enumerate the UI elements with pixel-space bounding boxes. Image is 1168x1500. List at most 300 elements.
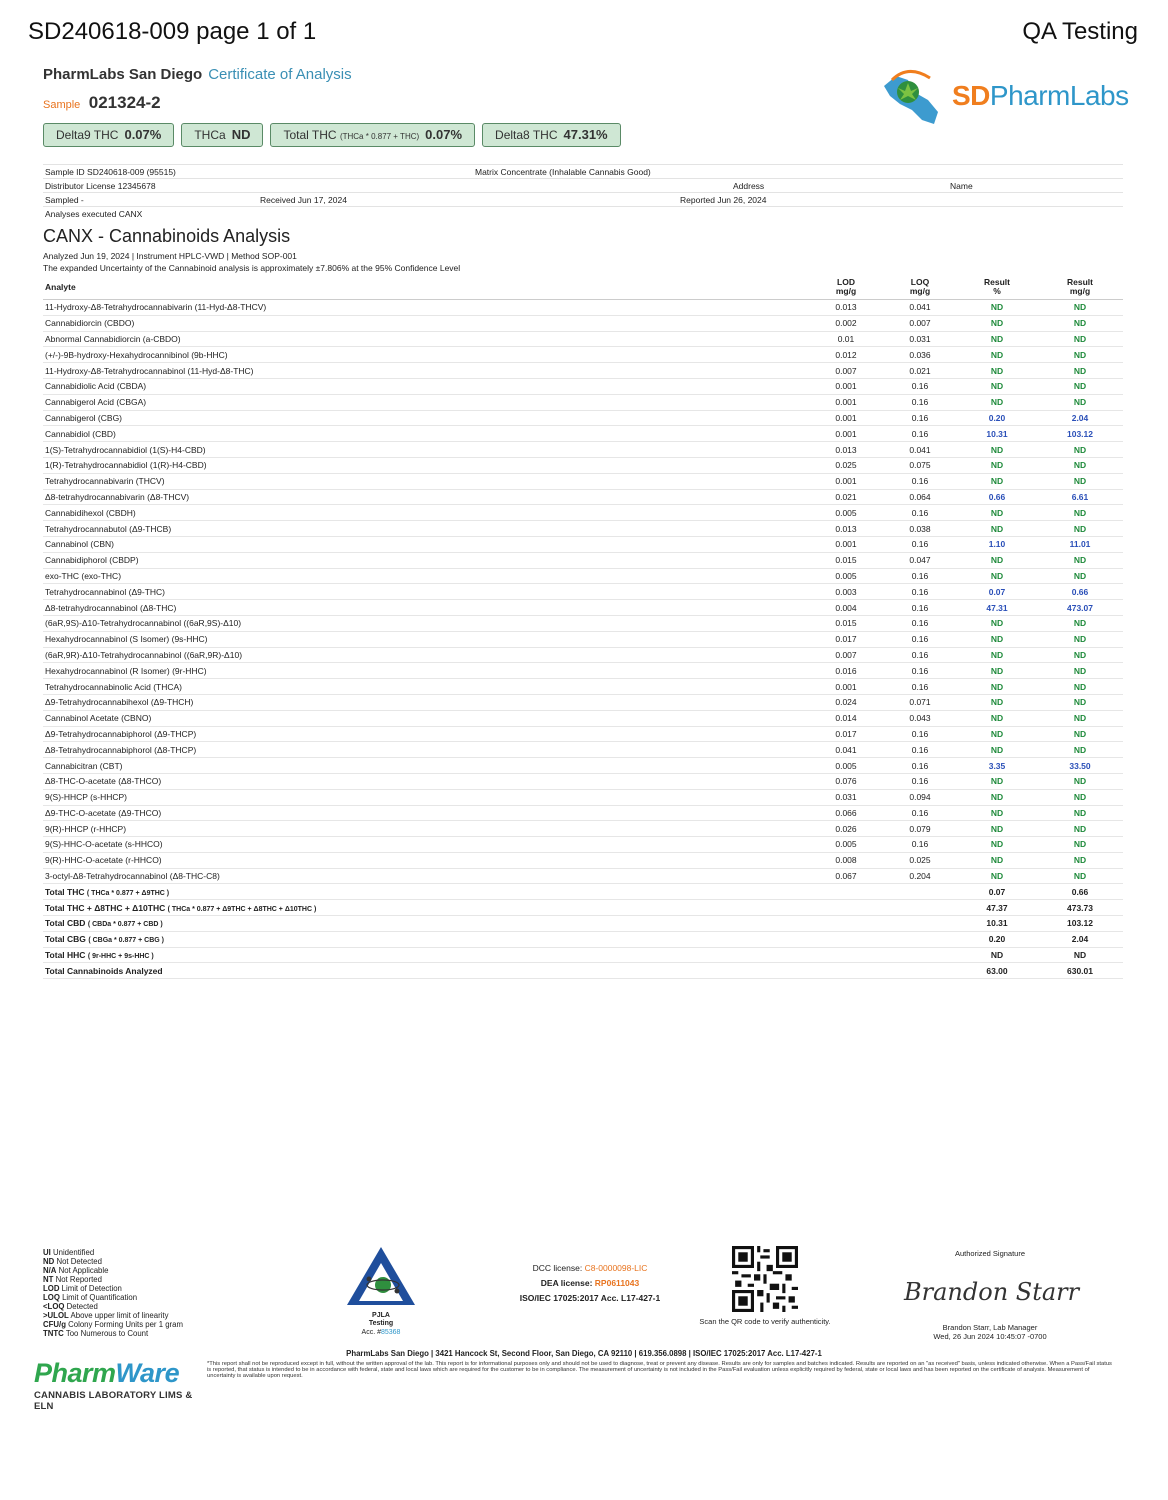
result-mg-cell: ND: [1037, 773, 1123, 789]
loq-cell: 0.16: [883, 758, 957, 774]
loq-cell: 0.079: [883, 821, 957, 837]
result-pct-cell: ND: [957, 663, 1037, 679]
abbreviation-legend: [43, 1248, 183, 1338]
analyte-cell: Cannabidiorcin (CBDO): [43, 315, 809, 331]
analyzed-info: Analyzed Jun 19, 2024 | Instrument HPLC-VWD | Method SOP-001: [43, 251, 297, 261]
lod-cell: 0.008: [809, 852, 883, 868]
result-pct-cell: ND: [957, 789, 1037, 805]
result-pct-cell: ND: [957, 568, 1037, 584]
sample-value: 021324-2: [88, 93, 161, 112]
table-row: [43, 663, 1123, 679]
loq-cell: 0.047: [883, 552, 957, 568]
loq-cell: [883, 900, 957, 916]
result-mg-cell: ND: [1037, 694, 1123, 710]
result-mg-cell: ND: [1037, 615, 1123, 631]
loq-cell: [883, 947, 957, 963]
total-label-cell: Total Cannabinoids Analyzed: [43, 963, 809, 979]
result-pct-cell: ND: [957, 552, 1037, 568]
result-mg-cell: ND: [1037, 821, 1123, 837]
result-pct-cell: ND: [957, 821, 1037, 837]
legend-item: >ULOL Above upper limit of linearity: [43, 1311, 169, 1320]
loq-cell: 0.16: [883, 568, 957, 584]
table-row: [43, 868, 1123, 884]
analyte-cell: Cannabidiolic Acid (CBDA): [43, 378, 809, 394]
loq-cell: 0.16: [883, 615, 957, 631]
analyte-cell: 9(R)-HHCP (r-HHCP): [43, 821, 809, 837]
legend-item: LOQ Limit of Quantification: [43, 1293, 138, 1302]
loq-cell: 0.064: [883, 489, 957, 505]
analyte-cell: Δ9-THC-O-acetate (Δ9-THCO): [43, 805, 809, 821]
legend-item: CFU/g Colony Forming Units per 1 gram: [43, 1320, 183, 1329]
analyses-executed: Analyses executed CANX: [45, 209, 143, 219]
lod-cell: 0.031: [809, 789, 883, 805]
dea-license: DEA license: RP0611043: [540, 1278, 640, 1288]
result-mg-cell: 0.66: [1037, 584, 1123, 600]
table-row: [43, 473, 1123, 489]
table-row: [43, 347, 1123, 363]
reported-date: Reported Jun 26, 2024: [680, 195, 767, 205]
loq-cell: 0.16: [883, 410, 957, 426]
analyte-cell: Tetrahydrocannabutol (Δ9-THCB): [43, 521, 809, 537]
table-row: [43, 552, 1123, 568]
result-pct-cell: ND: [957, 631, 1037, 647]
table-row: [43, 536, 1123, 552]
svg-text:Brandon Starr: Brandon Starr: [904, 1278, 1080, 1306]
qa-testing-label: QA Testing: [1022, 18, 1138, 45]
analyte-cell: Cannabinol Acetate (CBNO): [43, 710, 809, 726]
result-pct-cell: 0.20: [957, 410, 1037, 426]
lod-cell: 0.013: [809, 442, 883, 458]
result-pct-cell: 3.35: [957, 758, 1037, 774]
lod-cell: 0.005: [809, 837, 883, 853]
total-label-cell: Total THC ( THCa * 0.877 + Δ9THC ): [43, 884, 809, 900]
lod-cell: 0.005: [809, 505, 883, 521]
analyte-cell: (6aR,9S)-Δ10-Tetrahydrocannabinol ((6aR,9S)-Δ10): [43, 615, 809, 631]
lod-cell: 0.017: [809, 726, 883, 742]
lod-cell: 0.007: [809, 647, 883, 663]
loq-cell: 0.16: [883, 600, 957, 616]
result-mg-cell: ND: [1037, 742, 1123, 758]
total-row: [43, 900, 1123, 916]
footer-address: PharmLabs San Diego | 3421 Hancock St, Second Floor, San Diego, CA 92110 | 619.356.0898 | ISO/IEC 17025:2017 Acc. L17-427-1: [346, 1349, 822, 1358]
result-pct-cell: 10.31: [957, 426, 1037, 442]
table-row: [43, 410, 1123, 426]
table-row: [43, 300, 1123, 316]
lod-cell: 0.017: [809, 631, 883, 647]
result-mg-cell: ND: [1037, 394, 1123, 410]
page-id: SD240618-009 page 1 of 1: [28, 18, 317, 45]
lod-cell: 0.067: [809, 868, 883, 884]
lod-cell: [809, 931, 883, 947]
lod-cell: [809, 963, 883, 979]
table-row: [43, 331, 1123, 347]
result-pct-cell: ND: [957, 742, 1037, 758]
table-row: [43, 758, 1123, 774]
license-block: [490, 1261, 690, 1306]
badge-thca: THCa ND: [181, 123, 263, 147]
summary-badges: [43, 123, 621, 147]
analyte-cell: (+/-)-9B-hydroxy-Hexahydrocannibinol (9b-HHC): [43, 347, 809, 363]
total-mg-cell: 473.73: [1037, 900, 1123, 916]
loq-cell: 0.041: [883, 300, 957, 316]
loq-cell: 0.16: [883, 631, 957, 647]
table-header-row: [43, 275, 1123, 300]
result-mg-header: Result mg/g: [1037, 275, 1123, 300]
result-mg-cell: 473.07: [1037, 600, 1123, 616]
result-mg-cell: 6.61: [1037, 489, 1123, 505]
table-row: [43, 600, 1123, 616]
signature-header: Authorized Signature: [954, 1249, 1026, 1258]
result-mg-cell: ND: [1037, 363, 1123, 379]
legend-item: LOD Limit of Detection: [43, 1284, 122, 1293]
total-pct-cell: ND: [957, 947, 1037, 963]
result-mg-cell: ND: [1037, 631, 1123, 647]
result-mg-cell: ND: [1037, 315, 1123, 331]
lod-cell: 0.015: [809, 615, 883, 631]
loq-cell: 0.043: [883, 710, 957, 726]
lod-cell: 0.001: [809, 378, 883, 394]
loq-cell: 0.204: [883, 868, 957, 884]
analyte-cell: Tetrahydrocannabivarin (THCV): [43, 473, 809, 489]
loq-cell: [883, 931, 957, 947]
result-mg-cell: ND: [1037, 473, 1123, 489]
result-mg-cell: ND: [1037, 442, 1123, 458]
loq-cell: 0.16: [883, 726, 957, 742]
result-mg-cell: ND: [1037, 710, 1123, 726]
table-row: [43, 773, 1123, 789]
qr-caption: Scan the QR code to verify authenticity.: [699, 1317, 831, 1326]
table-row: [43, 584, 1123, 600]
analyte-cell: Cannabigerol Acid (CBGA): [43, 394, 809, 410]
lod-cell: 0.005: [809, 568, 883, 584]
result-pct-cell: ND: [957, 615, 1037, 631]
sample-line: [43, 93, 161, 113]
lod-cell: 0.013: [809, 300, 883, 316]
lod-cell: 0.003: [809, 584, 883, 600]
name-label: Name: [950, 181, 973, 191]
result-mg-cell: ND: [1037, 852, 1123, 868]
analyte-cell: Δ9-Tetrahydrocannabihexol (Δ9-THCH): [43, 694, 809, 710]
result-mg-cell: ND: [1037, 679, 1123, 695]
lod-cell: 0.076: [809, 773, 883, 789]
result-mg-cell: ND: [1037, 663, 1123, 679]
total-mg-cell: 0.66: [1037, 884, 1123, 900]
handwritten-signature: [900, 1272, 1100, 1312]
result-mg-cell: ND: [1037, 568, 1123, 584]
lod-cell: 0.001: [809, 426, 883, 442]
result-mg-cell: ND: [1037, 837, 1123, 853]
table-row: [43, 426, 1123, 442]
loq-cell: [883, 916, 957, 932]
lod-cell: [809, 916, 883, 932]
result-mg-cell: ND: [1037, 552, 1123, 568]
loq-cell: 0.16: [883, 742, 957, 758]
pharmware-logo: PharmWare CANNABIS LABORATORY LIMS & ELN: [34, 1358, 193, 1412]
result-mg-cell: 33.50: [1037, 758, 1123, 774]
table-row: [43, 805, 1123, 821]
lod-cell: [809, 947, 883, 963]
table-row: [43, 710, 1123, 726]
analyte-cell: Cannabidihexol (CBDH): [43, 505, 809, 521]
loq-cell: 0.036: [883, 347, 957, 363]
total-row: [43, 947, 1123, 963]
lod-cell: 0.001: [809, 410, 883, 426]
table-row: [43, 521, 1123, 537]
loq-cell: 0.16: [883, 505, 957, 521]
total-pct-cell: 63.00: [957, 963, 1037, 979]
analyte-cell: 11-Hydroxy-Δ8-Tetrahydrocannabivarin (11-Hyd-Δ8-THCV): [43, 300, 809, 316]
analyte-cell: 3-octyl-Δ8-Tetrahydrocannabinol (Δ8-THC-C8): [43, 868, 809, 884]
distributor-license: Distributor License 12345678: [45, 181, 156, 191]
result-mg-cell: ND: [1037, 347, 1123, 363]
loq-cell: 0.16: [883, 647, 957, 663]
total-pct-cell: 0.20: [957, 931, 1037, 947]
lod-cell: 0.021: [809, 489, 883, 505]
result-pct-cell: 0.07: [957, 584, 1037, 600]
lod-cell: 0.066: [809, 805, 883, 821]
footer-disclaimer: *This report shall not be reproduced except in full, without the written approval of the lab. This report is for informational purposes only and should not be used to diagnose, treat or prevent any disease. Results are only for samples and batches indicated. Results are reported on an "as received" basis, unless indicated otherwise. When a Pass/Fail status is reported, that status is intended to be in accordance with federal, state and local laws which are required for the customer to be in compliance. The measurement of uncertainty is not included in the Pass/Fail evaluation unless explicitly required by federal, state or local laws and has been reported on the certificate of analysis. Measurement of uncertainty is available upon request.: [207, 1361, 1112, 1380]
result-pct-cell: ND: [957, 773, 1037, 789]
legend-item: TNTC Too Numerous to Count: [43, 1329, 149, 1338]
table-row: [43, 394, 1123, 410]
result-pct-cell: ND: [957, 315, 1037, 331]
result-pct-header: Result %: [957, 275, 1037, 300]
total-pct-cell: 47.37: [957, 900, 1037, 916]
sample-id: Sample ID SD240618-009 (95515): [45, 167, 176, 177]
lod-cell: 0.013: [809, 521, 883, 537]
result-mg-cell: 2.04: [1037, 410, 1123, 426]
pjla-accreditation: [345, 1245, 417, 1335]
total-row: [43, 916, 1123, 932]
table-row: [43, 821, 1123, 837]
analyte-cell: 1(R)-Tetrahydrocannabidiol (1(R)-H4-CBD): [43, 457, 809, 473]
total-row: [43, 884, 1123, 900]
total-label-cell: Total CBG ( CBGa * 0.877 + CBG ): [43, 931, 809, 947]
analyte-cell: 9(S)-HHCP (s-HHCP): [43, 789, 809, 805]
total-mg-cell: ND: [1037, 947, 1123, 963]
table-row: [43, 457, 1123, 473]
result-pct-cell: ND: [957, 473, 1037, 489]
loq-cell: 0.025: [883, 852, 957, 868]
loq-cell: 0.16: [883, 773, 957, 789]
total-pct-cell: 10.31: [957, 916, 1037, 932]
loq-cell: 0.041: [883, 442, 957, 458]
result-pct-cell: ND: [957, 394, 1037, 410]
result-pct-cell: ND: [957, 710, 1037, 726]
lod-cell: 0.012: [809, 347, 883, 363]
loq-cell: 0.16: [883, 473, 957, 489]
badge-delta8-thc: Delta8 THC 47.31%: [482, 123, 621, 147]
loq-cell: 0.16: [883, 663, 957, 679]
signatory: [910, 1324, 1070, 1341]
result-mg-cell: 11.01: [1037, 536, 1123, 552]
table-row: [43, 363, 1123, 379]
qr-code[interactable]: [732, 1246, 798, 1312]
uncertainty-note: The expanded Uncertainty of the Cannabinoid analysis is approximately ±7.806% at the 95% Confidence Level: [43, 263, 461, 273]
result-mg-cell: 103.12: [1037, 426, 1123, 442]
loq-cell: 0.16: [883, 584, 957, 600]
loq-cell: 0.16: [883, 837, 957, 853]
loq-cell: 0.16: [883, 805, 957, 821]
analyte-cell: Hexahydrocannabinol (S Isomer) (9s-HHC): [43, 631, 809, 647]
lod-cell: [809, 884, 883, 900]
california-map-icon: [878, 66, 954, 130]
legend-item: <LOQ Detected: [43, 1302, 98, 1311]
pjla-sub: Testing: [368, 1320, 394, 1327]
matrix: Matrix Concentrate (Inhalable Cannabis Good): [475, 167, 651, 177]
lod-cell: 0.01: [809, 331, 883, 347]
result-pct-cell: 1.10: [957, 536, 1037, 552]
cannabinoid-results-table: [43, 275, 1123, 979]
lod-cell: 0.024: [809, 694, 883, 710]
table-row: [43, 315, 1123, 331]
lod-cell: 0.016: [809, 663, 883, 679]
pjla-logo-icon: [345, 1245, 417, 1307]
signatory-name: Brandon Starr, Lab Manager: [942, 1323, 1038, 1332]
loq-cell: 0.16: [883, 679, 957, 695]
result-pct-cell: ND: [957, 805, 1037, 821]
sample-info-block: [43, 164, 1123, 220]
analyte-cell: 1(S)-Tetrahydrocannabidiol (1(S)-H4-CBD): [43, 442, 809, 458]
result-pct-cell: ND: [957, 457, 1037, 473]
table-row: [43, 694, 1123, 710]
result-pct-cell: ND: [957, 331, 1037, 347]
logo-wordmark: SDPharmLabs: [952, 80, 1129, 111]
analyte-cell: Δ9-Tetrahydrocannabiphorol (Δ9-THCP): [43, 726, 809, 742]
total-mg-cell: 630.01: [1037, 963, 1123, 979]
result-pct-cell: 47.31: [957, 600, 1037, 616]
result-pct-cell: ND: [957, 837, 1037, 853]
result-mg-cell: ND: [1037, 647, 1123, 663]
sample-label: Sample: [43, 99, 81, 111]
result-mg-cell: ND: [1037, 378, 1123, 394]
total-row: [43, 931, 1123, 947]
analyte-header: Analyte: [43, 275, 809, 300]
lod-cell: 0.001: [809, 394, 883, 410]
lod-header: LOD mg/g: [809, 275, 883, 300]
result-mg-cell: ND: [1037, 521, 1123, 537]
address-label: Address: [733, 181, 765, 191]
legend-item: NT Not Reported: [43, 1275, 102, 1284]
loq-cell: 0.16: [883, 394, 957, 410]
result-pct-cell: ND: [957, 363, 1037, 379]
loq-cell: 0.075: [883, 457, 957, 473]
lod-cell: 0.026: [809, 821, 883, 837]
signature-date: Wed, 26 Jun 2024 10:45:07 -0700: [933, 1331, 1047, 1341]
legend-item: N/A Not Applicable: [43, 1266, 109, 1275]
analyte-cell: 9(R)-HHC-O-acetate (r-HHCO): [43, 852, 809, 868]
result-mg-cell: ND: [1037, 789, 1123, 805]
total-pct-cell: 0.07: [957, 884, 1037, 900]
analyte-cell: Cannabidiol (CBD): [43, 426, 809, 442]
loq-cell: 0.094: [883, 789, 957, 805]
table-row: [43, 647, 1123, 663]
analyte-cell: Tetrahydrocannabinolic Acid (THCA): [43, 679, 809, 695]
lod-cell: 0.007: [809, 363, 883, 379]
dcc-license: DCC license: C8-0000098-LIC: [532, 1263, 648, 1273]
table-row: [43, 489, 1123, 505]
lod-cell: 0.025: [809, 457, 883, 473]
analyte-cell: Hexahydrocannabinol (R Isomer) (9r-HHC): [43, 663, 809, 679]
loq-header: LOQ mg/g: [883, 275, 957, 300]
document-type: Certificate of Analysis: [208, 66, 352, 83]
table-row: [43, 837, 1123, 853]
lod-cell: 0.001: [809, 679, 883, 695]
badge-delta9-thc: Delta9 THC 0.07%: [43, 123, 174, 147]
analyte-cell: Δ8-THC-O-acetate (Δ8-THCO): [43, 773, 809, 789]
result-pct-cell: ND: [957, 347, 1037, 363]
result-pct-cell: ND: [957, 694, 1037, 710]
result-pct-cell: ND: [957, 521, 1037, 537]
loq-cell: 0.021: [883, 363, 957, 379]
result-pct-cell: ND: [957, 679, 1037, 695]
lab-name: PharmLabs San Diego: [43, 66, 203, 83]
analyte-cell: Δ8-Tetrahydrocannabiphorol (Δ8-THCP): [43, 742, 809, 758]
analyte-cell: Cannabicitran (CBT): [43, 758, 809, 774]
result-mg-cell: ND: [1037, 505, 1123, 521]
table-row: [43, 505, 1123, 521]
total-label-cell: Total CBD ( CBDa * 0.877 + CBD ): [43, 916, 809, 932]
result-pct-cell: ND: [957, 726, 1037, 742]
result-pct-cell: ND: [957, 505, 1037, 521]
result-mg-cell: ND: [1037, 331, 1123, 347]
lod-cell: 0.002: [809, 315, 883, 331]
analyte-cell: 11-Hydroxy-Δ8-Tetrahydrocannabinol (11-Hyd-Δ8-THC): [43, 363, 809, 379]
loq-cell: 0.038: [883, 521, 957, 537]
result-mg-cell: ND: [1037, 805, 1123, 821]
result-mg-cell: ND: [1037, 300, 1123, 316]
total-mg-cell: 103.12: [1037, 916, 1123, 932]
analyte-cell: Δ8-tetrahydrocannabinol (Δ8-THC): [43, 600, 809, 616]
result-pct-cell: ND: [957, 868, 1037, 884]
lod-cell: 0.041: [809, 742, 883, 758]
result-pct-cell: ND: [957, 378, 1037, 394]
table-row: [43, 742, 1123, 758]
table-row: [43, 679, 1123, 695]
table-row: [43, 631, 1123, 647]
result-pct-cell: ND: [957, 442, 1037, 458]
analyte-cell: Δ8-tetrahydrocannabivarin (Δ8-THCV): [43, 489, 809, 505]
loq-cell: 0.16: [883, 536, 957, 552]
result-mg-cell: ND: [1037, 868, 1123, 884]
loq-cell: [883, 884, 957, 900]
analyte-cell: Cannabigerol (CBG): [43, 410, 809, 426]
sampled: Sampled -: [45, 195, 84, 205]
table-row: [43, 378, 1123, 394]
legend-item: UI Unidentified: [43, 1248, 95, 1257]
pjla-name: PJLA: [372, 1312, 390, 1319]
analyte-cell: Tetrahydrocannabinol (Δ9-THC): [43, 584, 809, 600]
legend-item: ND Not Detected: [43, 1257, 102, 1266]
lod-cell: 0.004: [809, 600, 883, 616]
section-title: CANX - Cannabinoids Analysis: [43, 226, 291, 246]
loq-cell: 0.16: [883, 378, 957, 394]
lod-cell: 0.001: [809, 473, 883, 489]
lod-cell: 0.005: [809, 758, 883, 774]
loq-cell: 0.031: [883, 331, 957, 347]
loq-cell: 0.16: [883, 426, 957, 442]
loq-cell: [883, 963, 957, 979]
lod-cell: 0.015: [809, 552, 883, 568]
total-label-cell: Total THC + Δ8THC + Δ10THC ( THCa * 0.877 + Δ9THC + Δ8THC + Δ10THC ): [43, 900, 809, 916]
iso-accreditation: ISO/IEC 17025:2017 Acc. L17-427-1: [519, 1293, 661, 1303]
table-row: [43, 726, 1123, 742]
table-row: [43, 568, 1123, 584]
analyte-cell: Cannabidiphorol (CBDP): [43, 552, 809, 568]
result-mg-cell: ND: [1037, 726, 1123, 742]
table-row: [43, 615, 1123, 631]
total-mg-cell: 2.04: [1037, 931, 1123, 947]
